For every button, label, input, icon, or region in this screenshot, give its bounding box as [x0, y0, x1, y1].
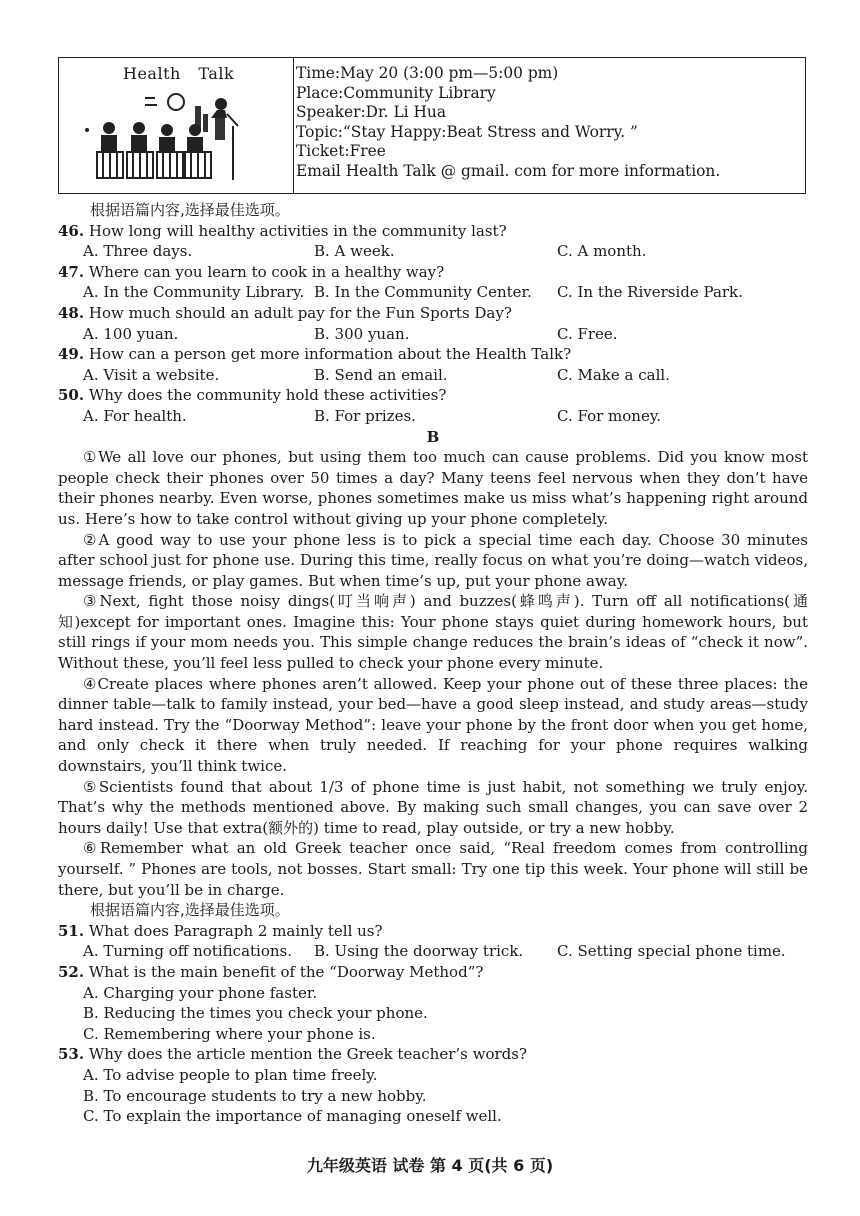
- option-b: B. A week.: [314, 242, 395, 261]
- option-c: C. A month.: [557, 242, 647, 261]
- question-47: [58, 262, 808, 283]
- option-c: C. To explain the importance of managing oneself well.: [83, 1107, 502, 1126]
- question-number: 50.: [58, 386, 85, 405]
- option-a: A. Charging your phone faster.: [83, 983, 318, 1002]
- option-c: C. For money.: [557, 406, 662, 425]
- options-49: [58, 365, 808, 386]
- question-49: [58, 344, 808, 365]
- option-b: B. 300 yuan.: [314, 324, 410, 343]
- notice-email: Email Health Talk @ gmail. com for more information.: [296, 161, 721, 180]
- paragraph-4: ④Create places where phones aren’t allowed. Keep your phone out of these three places: the dinner table—talk to family instead, your bed—have a good sleep instead, and study areas—study hard instead. Try the “Doorway Method”: leave your phone by the front door when you get home, and only check it there when truly needed. If reaching for your phone requires walking downstairs, you’ll think twice.: [58, 674, 808, 776]
- notice-details: [294, 58, 805, 193]
- option-a: A. 100 yuan.: [83, 324, 179, 343]
- question-53: [58, 1044, 808, 1065]
- options-50: [58, 406, 808, 427]
- section-heading-b: B: [426, 427, 440, 446]
- notice-time: Time:May 20 (3:00 pm—5:00 pm): [296, 64, 559, 82]
- paragraph-1: ①We all love our phones, but using them too much can cause problems. Did you know most people check their phones over 50 times a day? Many teens feel nervous when they don’t have their phones nearby. Even worse, phones sometimes make us miss what’s happening right around us. Here’s how to take control without giving up your phone completely.: [58, 448, 808, 528]
- paragraph-2: ②A good way to use your phone less is to pick a special time each day. Choose 30 minutes after school just for phone use. During this time, really focus on what you’re doing—watch videos, message friends, or play games. But when time’s up, put your phone away.: [58, 530, 808, 590]
- question-text: How can a person get more information about the Health Talk?: [84, 345, 572, 364]
- option-a: A. To advise people to plan time freely.: [83, 1065, 378, 1084]
- options-47: [58, 282, 808, 303]
- option-c: C. Setting special phone time.: [557, 942, 786, 961]
- question-text: Where can you learn to cook in a healthy way?: [84, 262, 445, 281]
- question-number: 53.: [58, 1045, 85, 1064]
- question-text: Why does the community hold these activities?: [84, 386, 447, 405]
- notice-title: Health Talk: [123, 64, 235, 83]
- question-50: [58, 385, 808, 406]
- question-51: [58, 921, 808, 942]
- option-c: C. Remembering where your phone is.: [83, 1024, 376, 1043]
- question-text: What does Paragraph 2 mainly tell us?: [84, 921, 383, 940]
- option-a: A. Visit a website.: [83, 365, 220, 384]
- question-text: What is the main benefit of the “Doorway Method”?: [84, 962, 484, 981]
- option-b: B. To encourage students to try a new hobby.: [83, 1086, 427, 1105]
- option-a: A. Three days.: [83, 242, 193, 261]
- question-text: Why does the article mention the Greek teacher’s words?: [84, 1045, 528, 1064]
- options-46: [58, 241, 808, 262]
- instruction: 根据语篇内容,选择最佳选项。: [90, 901, 290, 920]
- option-a: A. Turning off notifications.: [83, 942, 292, 961]
- options-51: [58, 941, 808, 962]
- instruction: 根据语篇内容,选择最佳选项。: [90, 201, 290, 219]
- lecture-illustration: [83, 88, 283, 188]
- exam-content: [58, 200, 808, 1127]
- question-number: 52.: [58, 962, 85, 981]
- question-number: 49.: [58, 345, 85, 364]
- notice-speaker: Speaker:Dr. Li Hua: [296, 103, 446, 122]
- question-46: [58, 221, 808, 242]
- question-48: [58, 303, 808, 324]
- page-footer: 九年级英语 试卷 第 4 页(共 6 页): [306, 1156, 554, 1175]
- notice-image-panel: [59, 58, 294, 193]
- notice-ticket: Ticket:Free: [296, 142, 386, 161]
- option-b: B. For prizes.: [314, 406, 416, 425]
- option-b: B. In the Community Center.: [314, 283, 532, 302]
- paragraph-5: ⑤Scientists found that about 1/3 of phone time is just habit, not something we truly enjoy. That’s why the methods mentioned above. By making such small changes, you can save over 2 hours daily! Use that extra(额外的) time to read, play outside, or try a new hobby.: [58, 777, 808, 837]
- option-b: B. Send an email.: [314, 365, 448, 384]
- health-talk-notice: [58, 57, 806, 194]
- paragraph-3: ③Next, fight those noisy dings(叮当响声) and buzzes(蜂鸣声). Turn off all notifications(通知)except for important ones. Imagine this: Your phone stays quiet during homework hours, but still rings if your mom needs you. This simple change reduces the brain’s ideas of “check it now”. Without these, you’ll feel less pulled to check your phone every minute.: [58, 592, 808, 673]
- question-number: 51.: [58, 921, 85, 940]
- question-number: 47.: [58, 262, 85, 281]
- option-c: C. Make a call.: [557, 365, 670, 384]
- option-a: A. In the Community Library.: [83, 283, 305, 302]
- option-c: C. In the Riverside Park.: [557, 283, 743, 302]
- question-number: 46.: [58, 221, 85, 240]
- question-number: 48.: [58, 303, 85, 322]
- paragraph-6: ⑥Remember what an old Greek teacher once said, “Real freedom comes from controlling yourself. ” Phones are tools, not bosses. Start small: Try one tip this week. Your phone will still be there, but you’ll be in charge.: [58, 839, 808, 899]
- question-text: How long will healthy activities in the community last?: [84, 221, 507, 240]
- option-a: A. For health.: [83, 406, 187, 425]
- options-48: [58, 324, 808, 345]
- question-text: How much should an adult pay for the Fun Sports Day?: [84, 303, 512, 322]
- question-52: [58, 962, 808, 983]
- option-c: C. Free.: [557, 324, 618, 343]
- option-b: B. Using the doorway trick.: [314, 942, 524, 961]
- notice-place: Place:Community Library: [296, 83, 496, 102]
- option-b: B. Reducing the times you check your phone.: [83, 1004, 428, 1023]
- notice-topic: Topic:“Stay Happy:Beat Stress and Worry. ”: [296, 122, 638, 141]
